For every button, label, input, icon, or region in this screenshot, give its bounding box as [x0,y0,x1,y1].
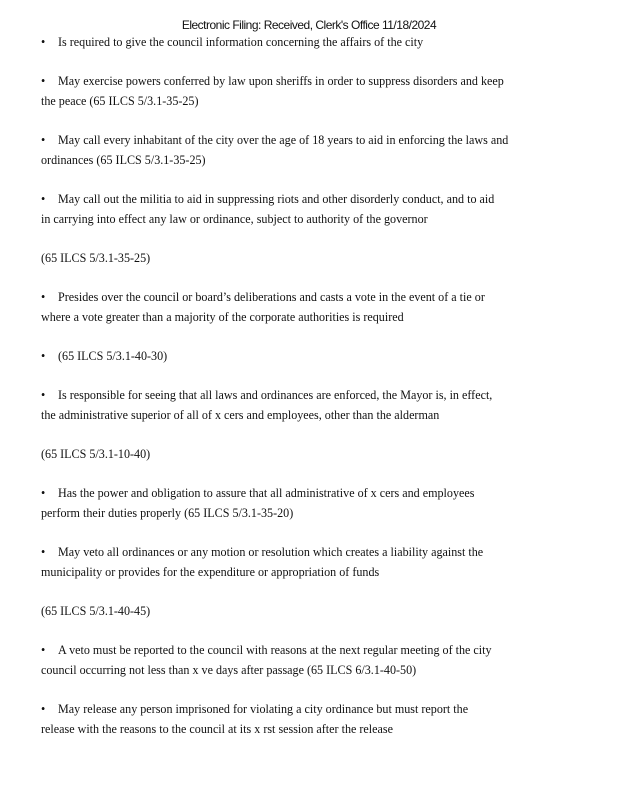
paragraph-text: Is required to give the council information concerning the affairs of the city [58,35,424,49]
bullet-marker: • [41,349,46,363]
paragraph-text: (65 ILCS 5/3.1-40-30) [58,349,168,363]
paragraph-text: the administrative superior of all of x cers and employees, other than the alderman [41,408,440,422]
paragraph-line [41,405,581,425]
bullet-item [41,189,581,229]
paragraph-line [41,503,581,523]
paragraph-text: May call every inhabitant of the city over the age of 18 years to aid in enforcing the laws and [58,133,509,147]
bullet-marker: • [41,290,46,304]
bullet-marker: • [41,545,46,559]
bullet-item [41,346,581,366]
paragraph-line [41,287,581,307]
paragraph-line [41,346,581,366]
paragraph-line [41,209,581,229]
paragraph-line [41,189,581,209]
paragraph-line [41,601,581,621]
bullet-item [41,71,581,111]
paragraph-text: Has the power and obligation to assure that all administrative of x cers and employees [58,486,475,500]
paragraph-line [41,385,581,405]
paragraph-text: May exercise powers conferred by law upon sheriffs in order to suppress disorders and keep [58,74,504,88]
paragraph-text: May veto all ordinances or any motion or resolution which creates a liability against the [58,545,484,559]
bullet-item [41,32,581,52]
paragraph-text: in carrying into effect any law or ordinance, subject to authority of the governor [41,212,428,226]
paragraph-text: where a vote greater than a majority of the corporate authorities is required [41,310,404,324]
paragraph-line [41,130,581,150]
paragraph-line [41,91,581,111]
bullet-item [41,542,581,582]
paragraph-line [41,542,581,562]
bullet-marker: • [41,702,46,716]
paragraph-text: May release any person imprisoned for violating a city ordinance but must report the [58,702,469,716]
bullet-item [41,640,581,680]
bullet-item [41,130,581,170]
filing-stamp: Electronic Filing: Received, Clerk's Office 11/18/2024 [181,18,437,32]
bullet-marker: • [41,74,46,88]
document-body [41,32,581,758]
paragraph-line [41,444,581,464]
paragraph-text: Is responsible for seeing that all laws and ordinances are enforced, the Mayor is, in effect, [58,388,493,402]
paragraph-text: the peace (65 ILCS 5/3.1-35-25) [41,94,199,108]
bullet-item [41,385,581,425]
bullet-marker: • [41,486,46,500]
bullet-marker: • [41,35,46,49]
bullet-item [41,483,581,523]
paragraph-line [41,307,581,327]
paragraph-line [41,660,581,680]
bullet-marker: • [41,192,46,206]
bullet-marker: • [41,388,46,402]
paragraph-text: A veto must be reported to the council with reasons at the next regular meeting of the city [58,643,492,657]
bullet-marker: • [41,133,46,147]
citation-line [41,601,581,621]
paragraph-line [41,248,581,268]
paragraph-line [41,640,581,660]
paragraph-line [41,562,581,582]
paragraph-line [41,483,581,503]
paragraph-text: (65 ILCS 5/3.1-10-40) [41,447,151,461]
paragraph-line [41,32,581,52]
paragraph-text: ordinances (65 ILCS 5/3.1-35-25) [41,153,206,167]
paragraph-text: release with the reasons to the council at its x rst session after the release [41,722,393,736]
citation-line [41,248,581,268]
paragraph-text: (65 ILCS 5/3.1-35-25) [41,251,151,265]
paragraph-line [41,71,581,91]
paragraph-text: Presides over the council or board’s deliberations and casts a vote in the event of a tie or [58,290,485,304]
paragraph-text: municipality or provides for the expenditure or appropriation of funds [41,565,380,579]
bullet-item [41,699,581,739]
bullet-marker: • [41,643,46,657]
citation-line [41,444,581,464]
bullet-item [41,287,581,327]
paragraph-text: May call out the militia to aid in suppressing riots and other disorderly conduct, and to aid [58,192,495,206]
paragraph-line [41,699,581,719]
paragraph-text: (65 ILCS 5/3.1-40-45) [41,604,151,618]
paragraph-text: perform their duties properly (65 ILCS 5/3.1-35-20) [41,506,294,520]
paragraph-line [41,150,581,170]
paragraph-line [41,719,581,739]
paragraph-text: council occurring not less than x ve days after passage (65 ILCS 6/3.1-40-50) [41,663,417,677]
